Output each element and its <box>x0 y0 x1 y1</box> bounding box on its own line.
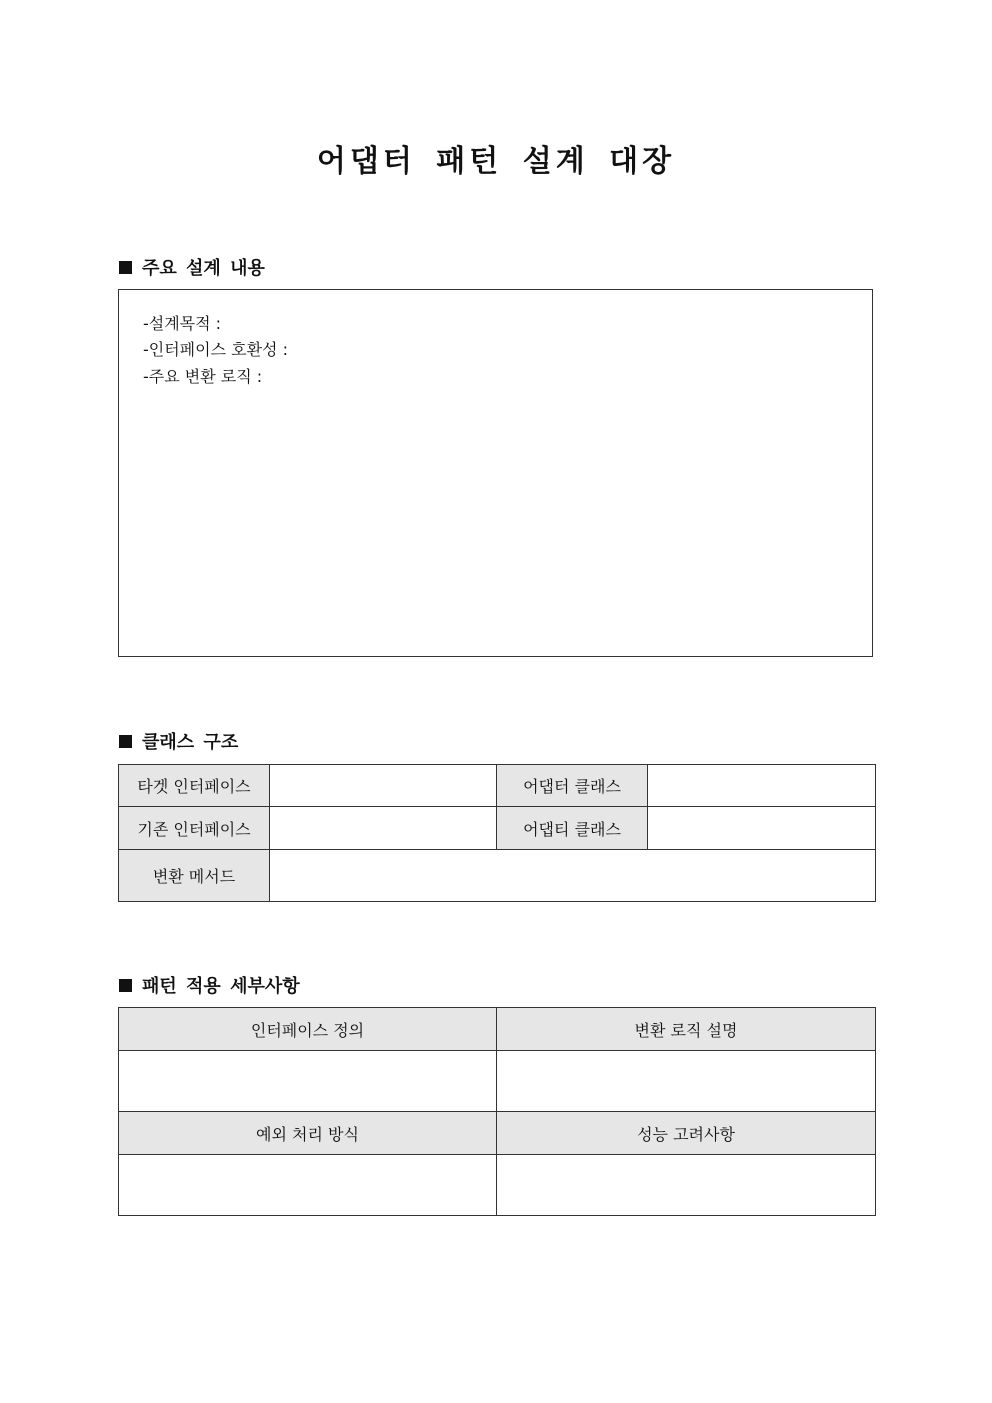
performance-field[interactable] <box>497 1155 876 1216</box>
section-heading-design <box>119 254 265 280</box>
existing-interface-field[interactable] <box>270 807 497 850</box>
square-bullet-icon <box>119 979 132 992</box>
table-row <box>119 1008 876 1051</box>
conversion-method-label: 변환 메서드 <box>119 850 270 902</box>
table-row <box>119 1051 876 1112</box>
section-heading-label: 패턴 적용 세부사항 <box>142 976 300 997</box>
section-heading-class-structure <box>119 728 238 754</box>
section-heading-label: 클래스 구조 <box>142 732 239 753</box>
existing-interface-label: 기존 인터페이스 <box>119 807 270 850</box>
table-row <box>119 807 876 850</box>
adapter-class-field[interactable] <box>648 765 876 807</box>
class-structure-table <box>118 764 876 902</box>
performance-header: 성능 고려사항 <box>497 1112 876 1155</box>
section-heading-pattern-details <box>119 972 300 998</box>
square-bullet-icon <box>119 735 132 748</box>
exception-handling-header: 예외 처리 방식 <box>119 1112 497 1155</box>
target-interface-label: 타겟 인터페이스 <box>119 765 270 807</box>
table-row <box>119 1112 876 1155</box>
design-content-box[interactable] <box>118 289 873 657</box>
interface-definition-header: 인터페이스 정의 <box>119 1008 497 1051</box>
square-bullet-icon <box>119 261 132 274</box>
interface-compatibility-line: -인터페이스 호환성 : <box>143 340 288 359</box>
pattern-details-table <box>118 1007 876 1216</box>
adapter-class-label: 어댑터 클래스 <box>497 765 648 807</box>
table-row <box>119 1155 876 1216</box>
section-heading-label: 주요 설계 내용 <box>142 258 265 279</box>
design-purpose-line: -설계목적 : <box>143 314 222 333</box>
conversion-logic-line: -주요 변환 로직 : <box>143 367 263 386</box>
document-title: 어댑터 패턴 설계 대장 <box>316 144 676 179</box>
adaptee-class-label: 어댑티 클래스 <box>497 807 648 850</box>
interface-definition-field[interactable] <box>119 1051 497 1112</box>
conversion-logic-header: 변환 로직 설명 <box>497 1008 876 1051</box>
exception-handling-field[interactable] <box>119 1155 497 1216</box>
conversion-method-field[interactable] <box>270 850 876 902</box>
target-interface-field[interactable] <box>270 765 497 807</box>
table-row <box>119 850 876 902</box>
table-row <box>119 765 876 807</box>
adaptee-class-field[interactable] <box>648 807 876 850</box>
conversion-logic-field[interactable] <box>497 1051 876 1112</box>
